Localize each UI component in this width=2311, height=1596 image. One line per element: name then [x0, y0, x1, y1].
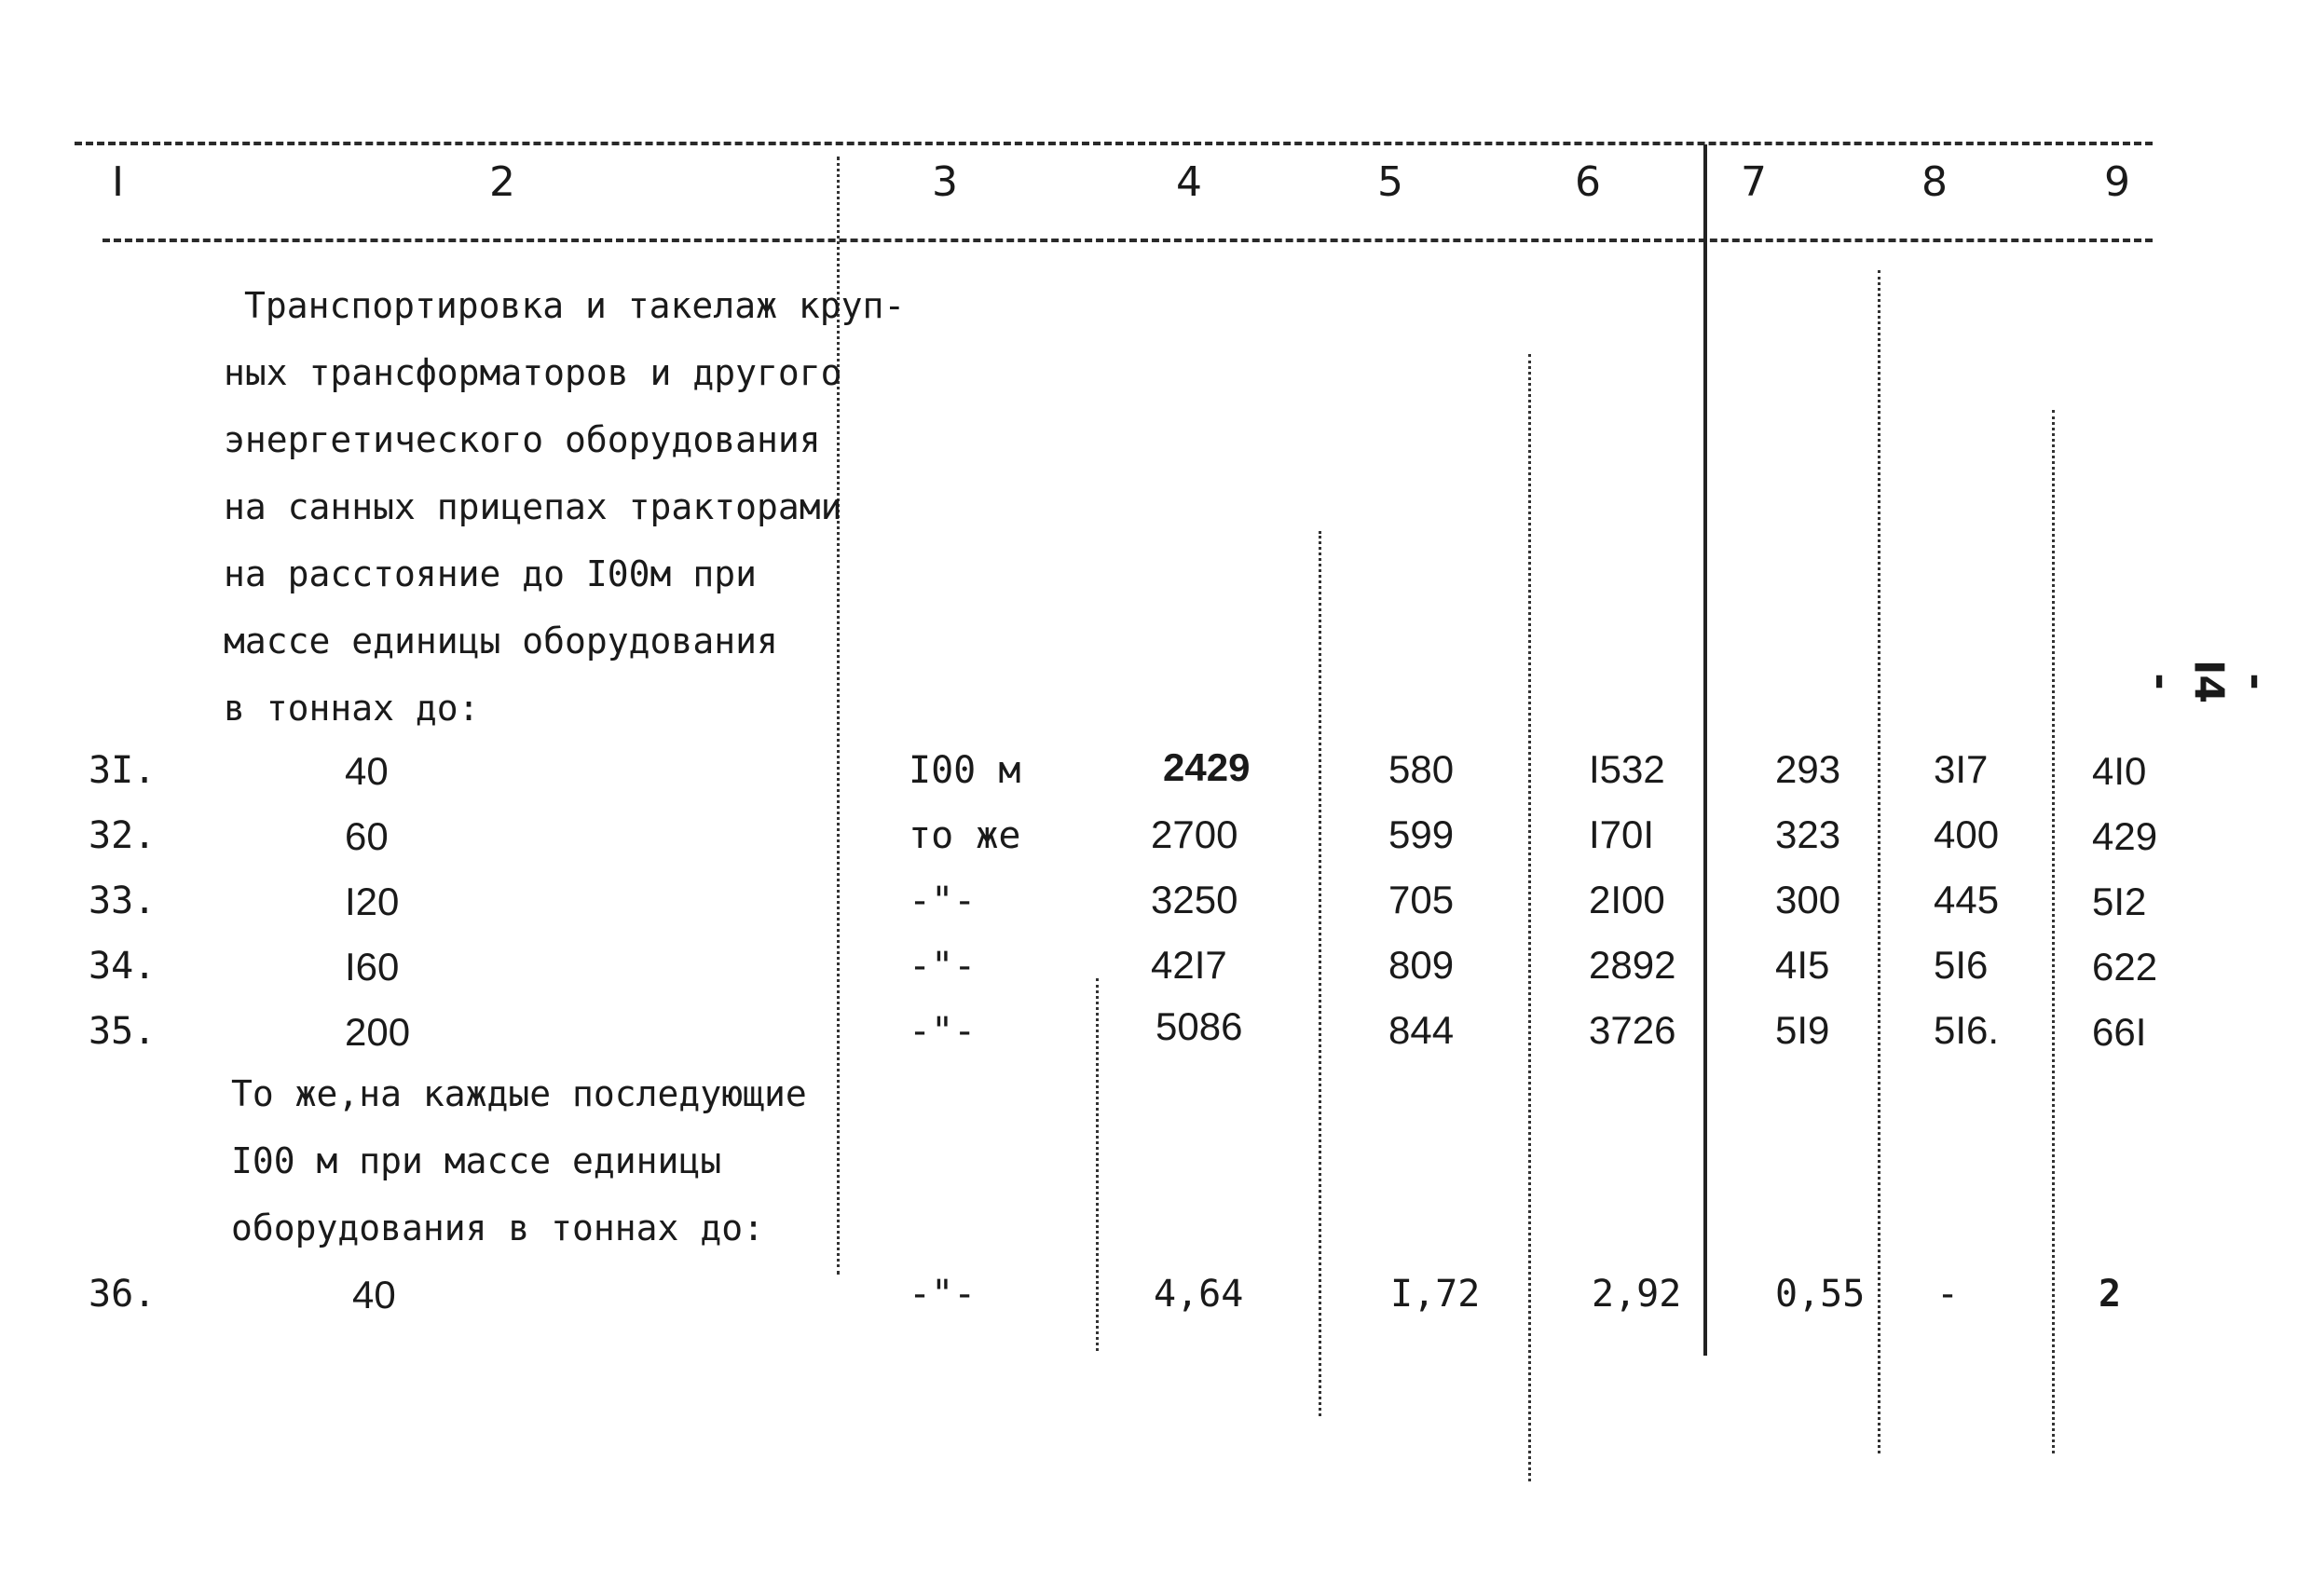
header-col-7: 7	[1741, 158, 1767, 206]
section1-description-line: на санных прицепах тракторами	[224, 486, 842, 527]
unit-value: то же	[909, 814, 1021, 857]
col6-value: 3726	[1589, 1008, 1676, 1052]
row-number: 36.	[89, 1273, 157, 1316]
row-number: 35.	[89, 1010, 157, 1053]
col6-value: 2892	[1589, 943, 1676, 987]
unit-value: -"-	[909, 1010, 977, 1053]
section1-description-line: на расстояние до I00м при	[224, 553, 757, 594]
column-separator-6-7	[1703, 144, 1707, 1356]
col4-value: 4,64	[1154, 1273, 1244, 1316]
column-separator-4-5	[1096, 978, 1099, 1351]
table-top-rule	[75, 142, 2153, 145]
col4-value: 2700	[1151, 812, 1238, 856]
mass-value: 40	[352, 1273, 396, 1316]
row-number: 3I.	[89, 749, 157, 792]
section1-description-line: в тоннах до:	[224, 688, 480, 729]
col6-value: I70I	[1589, 812, 1655, 856]
col8-value: -	[1936, 1273, 1960, 1316]
col8-value: 3I7	[1934, 747, 1989, 791]
section1-description-line: ных трансформаторов и другого	[224, 352, 842, 393]
header-col-3: 3	[932, 158, 958, 206]
col8-value: 400	[1934, 812, 2000, 856]
mass-value: 200	[345, 1010, 411, 1054]
column-separator-7-8	[1878, 270, 1880, 1453]
col4-value: 42I7	[1151, 943, 1227, 987]
col4-value: 2429	[1163, 745, 1251, 789]
col4-value: 3250	[1151, 878, 1238, 921]
unit-value: -"-	[909, 945, 977, 988]
col5-value: 705	[1388, 878, 1455, 921]
col9-value: 66I	[2092, 1010, 2147, 1054]
section2-description-line: I00 м при массе единицы	[231, 1140, 722, 1181]
row-number: 32.	[89, 814, 157, 857]
header-col-2: 2	[489, 158, 515, 206]
header-col-8: 8	[1921, 158, 1948, 206]
row-number: 34.	[89, 945, 157, 988]
header-col-6: 6	[1575, 158, 1601, 206]
column-separator-5-6	[1319, 531, 1321, 1416]
col9-value: 622	[2092, 945, 2158, 989]
col8-value: 5I6.	[1934, 1008, 2000, 1052]
col6-value: 2,92	[1592, 1273, 1682, 1316]
col4-value: 5086	[1156, 1004, 1243, 1048]
col7-value: 0,55	[1775, 1273, 1866, 1316]
col8-value: 445	[1934, 878, 2000, 921]
section1-description-line: энергетического оборудования	[224, 419, 821, 460]
col9-value: 5I2	[2092, 880, 2147, 923]
section1-description-line: массе единицы оборудования	[224, 621, 778, 662]
mass-value: 40	[345, 749, 389, 793]
col6-value: 2I00	[1589, 878, 1665, 921]
section2-description-line: То же,на каждые последующие	[231, 1073, 807, 1114]
column-separator-8-9	[2052, 410, 2055, 1453]
section2-description-line: оборудования в тоннах до:	[231, 1207, 764, 1248]
column-separator-6-7-dotted	[1528, 354, 1531, 1481]
mass-value: I20	[345, 880, 400, 923]
header-col-1: I	[112, 158, 124, 206]
col9-value: 429	[2092, 814, 2158, 858]
col7-value: 300	[1775, 878, 1841, 921]
section1-description-line: Транспортировка и такелаж круп-	[244, 285, 906, 326]
col7-value: 5I9	[1775, 1008, 1830, 1052]
col5-value: 599	[1388, 812, 1455, 856]
header-col-5: 5	[1377, 158, 1403, 206]
unit-value: I00 м	[909, 749, 1021, 792]
col6-value: I532	[1589, 747, 1665, 791]
table-header-rule	[103, 239, 2153, 242]
row-number: 33.	[89, 880, 157, 922]
mass-value: 60	[345, 814, 389, 858]
mass-value: I60	[345, 945, 400, 989]
col7-value: 293	[1775, 747, 1841, 791]
header-col-9: 9	[2104, 158, 2130, 206]
col8-value: 5I6	[1934, 943, 1989, 987]
col5-value: 844	[1388, 1008, 1455, 1052]
col5-value: 809	[1388, 943, 1455, 987]
page-number: - I4 -	[2137, 660, 2280, 703]
header-col-4: 4	[1176, 158, 1202, 206]
col5-value: 580	[1388, 747, 1455, 791]
unit-value: -"-	[909, 880, 977, 922]
col7-value: 4I5	[1775, 943, 1830, 987]
col9-value: 4I0	[2092, 749, 2147, 793]
unit-value: -"-	[909, 1273, 977, 1316]
col7-value: 323	[1775, 812, 1841, 856]
col9-value: 2	[2099, 1273, 2122, 1316]
col5-value: I,72	[1390, 1273, 1481, 1316]
